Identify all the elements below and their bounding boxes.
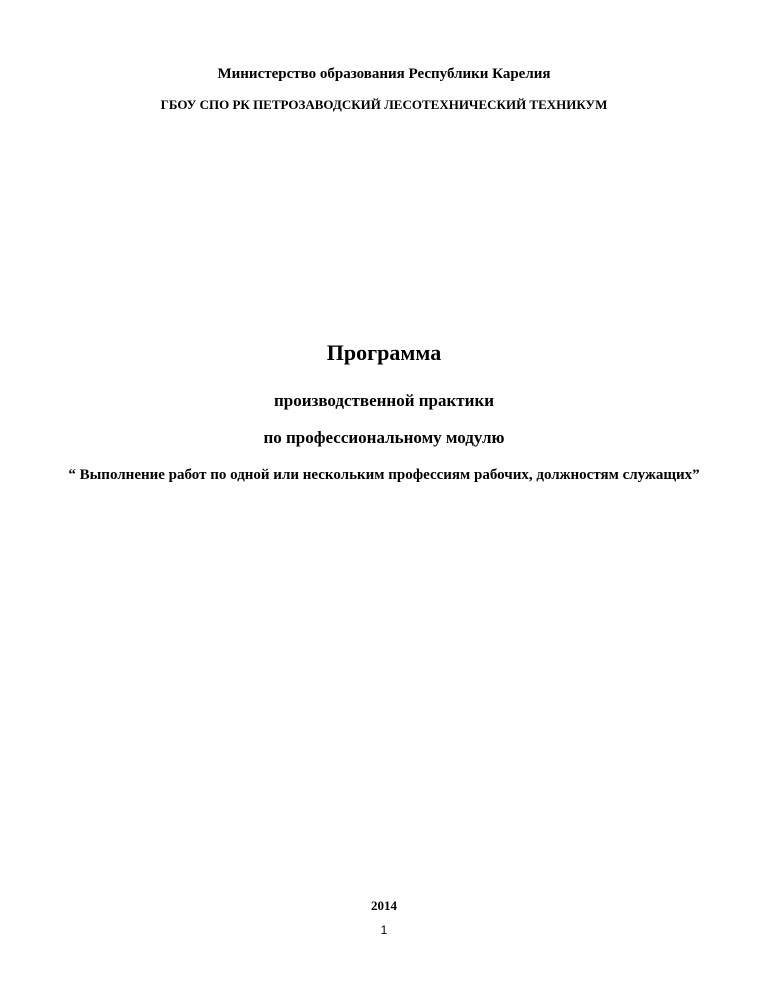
document-year: 2014 bbox=[371, 898, 397, 913]
document-subtitle-module: по профессиональному модулю bbox=[263, 428, 505, 447]
institution-name: ГБОУ СПО РК ПЕТРОЗАВОДСКИЙ ЛЕСОТЕХНИЧЕСКИЙ ТЕХНИКУМ bbox=[160, 97, 608, 112]
page-number: 1 bbox=[380, 923, 388, 937]
ministry-name: Министерство образования Республики Карелия bbox=[217, 66, 551, 82]
document-subtitle-practice: производственной практики bbox=[273, 391, 495, 410]
module-name: “ Выполнение работ по одной или нескольким профессиям рабочих, должностям служащих” bbox=[68, 467, 700, 483]
document-title: Программа bbox=[326, 340, 442, 365]
